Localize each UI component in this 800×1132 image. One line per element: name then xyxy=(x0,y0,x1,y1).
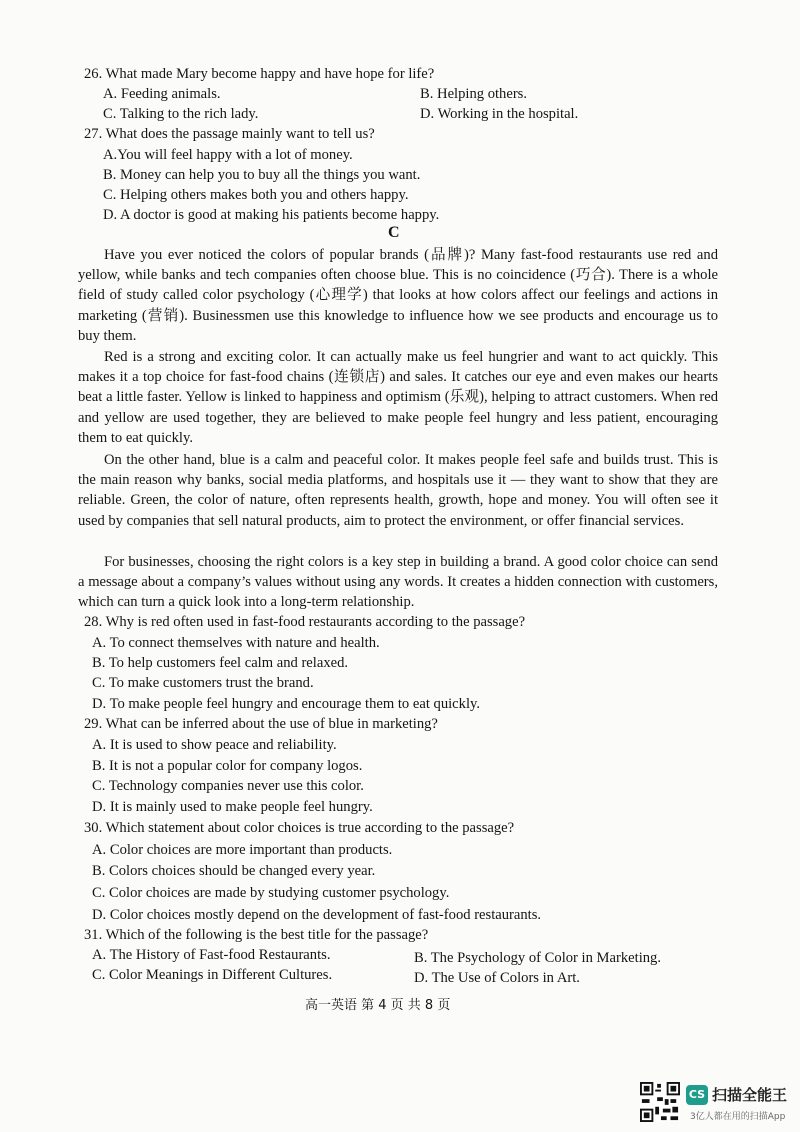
question-28-stem: 28. Why is red often used in fast-food restaurants according to the passage? xyxy=(84,614,526,630)
q26-option-c: C. Talking to the rich lady. xyxy=(103,106,259,122)
q29-option-c: C. Technology companies never use this color. xyxy=(92,778,364,794)
q29-option-a: A. It is used to show peace and reliability. xyxy=(92,737,337,753)
q31-option-d: D. The Use of Colors in Art. xyxy=(414,970,580,986)
q27-option-b: B. Money can help you to buy all the things you want. xyxy=(103,167,421,183)
passage-paragraph-4: For businesses, choosing the right colors is a key step in building a brand. A good color choice can send a message about a company’s values without using any words. It creates a hidden connection with customers, which can turn a quick look into a long-term relationship. xyxy=(78,554,718,611)
q30-option-d: D. Color choices mostly depend on the development of fast-food restaurants. xyxy=(92,907,542,923)
q27-option-c: C. Helping others makes both you and others happy. xyxy=(103,187,409,203)
q29-option-d: D. It is mainly used to make people feel hungry. xyxy=(92,799,373,815)
q26-option-d: D. Working in the hospital. xyxy=(420,106,579,122)
camscanner-name: 扫描全能王 xyxy=(712,1086,788,1104)
q28-option-b: B. To help customers feel calm and relaxed. xyxy=(92,655,349,671)
q30-option-c: C. Color choices are made by studying customer psychology. xyxy=(92,885,450,901)
q28-option-d: D. To make people feel hungry and encourage them to eat quickly. xyxy=(92,696,481,712)
question-27-stem: 27. What does the passage mainly want to tell us? xyxy=(84,126,375,142)
q31-option-c: C. Color Meanings in Different Cultures. xyxy=(92,967,333,983)
passage-paragraph-1: Have you ever noticed the colors of popular brands (品牌)? Many fast-food restaurants use red and yellow, while banks and tech companies often choose blue. This is no coincidence (巧合). There is a whole field of study called color psychology (心理学) that looks at how colors affect our feelings and actions in marketing (营销). Businessmen use this knowledge to influence how we see products and encourage us to buy them. xyxy=(78,247,718,344)
question-29-stem: 29. What can be inferred about the use of blue in marketing? xyxy=(84,716,438,732)
q26-option-a: A. Feeding animals. xyxy=(103,86,221,102)
question-31-stem: 31. Which of the following is the best title for the passage? xyxy=(84,927,429,943)
q28-option-a: A. To connect themselves with nature and health. xyxy=(92,635,380,651)
q31-option-b: B. The Psychology of Color in Marketing. xyxy=(414,950,661,966)
q30-option-b: B. Colors choices should be changed every year. xyxy=(92,863,376,879)
passage-paragraph-3: On the other hand, blue is a calm and peaceful color. It makes people feel safe and builds trust. This is the main reason why banks, social media platforms, and hospitals use it — they want to show that they are reliable. Green, the color of nature, often represents health, growth, hope and money. You will often see it used by companies that sell natural products, aim to protect the environment, or offer financial services. xyxy=(78,452,718,529)
page-footer: 高一英语 第 4 页 共 8 页 xyxy=(305,998,451,1013)
q27-option-d: D. A doctor is good at making his patients become happy. xyxy=(103,207,440,223)
section-heading: C xyxy=(388,224,400,241)
question-30-stem: 30. Which statement about color choices is true according to the passage? xyxy=(84,820,515,836)
camscanner-logo-icon: CS xyxy=(686,1085,708,1105)
camscanner-tagline: 3亿人都在用的扫描App xyxy=(690,1112,786,1122)
q27-option-a: A.You will feel happy with a lot of money. xyxy=(103,147,353,163)
question-26-stem: 26. What made Mary become happy and have hope for life? xyxy=(84,66,435,82)
q31-option-a: A. The History of Fast-food Restaurants. xyxy=(92,947,331,963)
q30-option-a: A. Color choices are more important than products. xyxy=(92,842,393,858)
q26-option-b: B. Helping others. xyxy=(420,86,528,102)
qr-code-icon xyxy=(640,1082,680,1122)
q28-option-c: C. To make customers trust the brand. xyxy=(92,675,314,691)
passage-paragraph-2: Red is a strong and exciting color. It can actually make us feel hungrier and want to act quickly. This makes it a top choice for fast-food chains (连锁店) and sales. It catches our eye and even makes our hearts beat a little faster. Yellow is linked to happiness and optimism (乐观), helping to attract customers. When red and yellow are used together, they are believed to make people feel hungry and less patient, encouraging them to eat quickly. xyxy=(78,349,718,446)
q29-option-b: B. It is not a popular color for company logos. xyxy=(92,758,363,774)
